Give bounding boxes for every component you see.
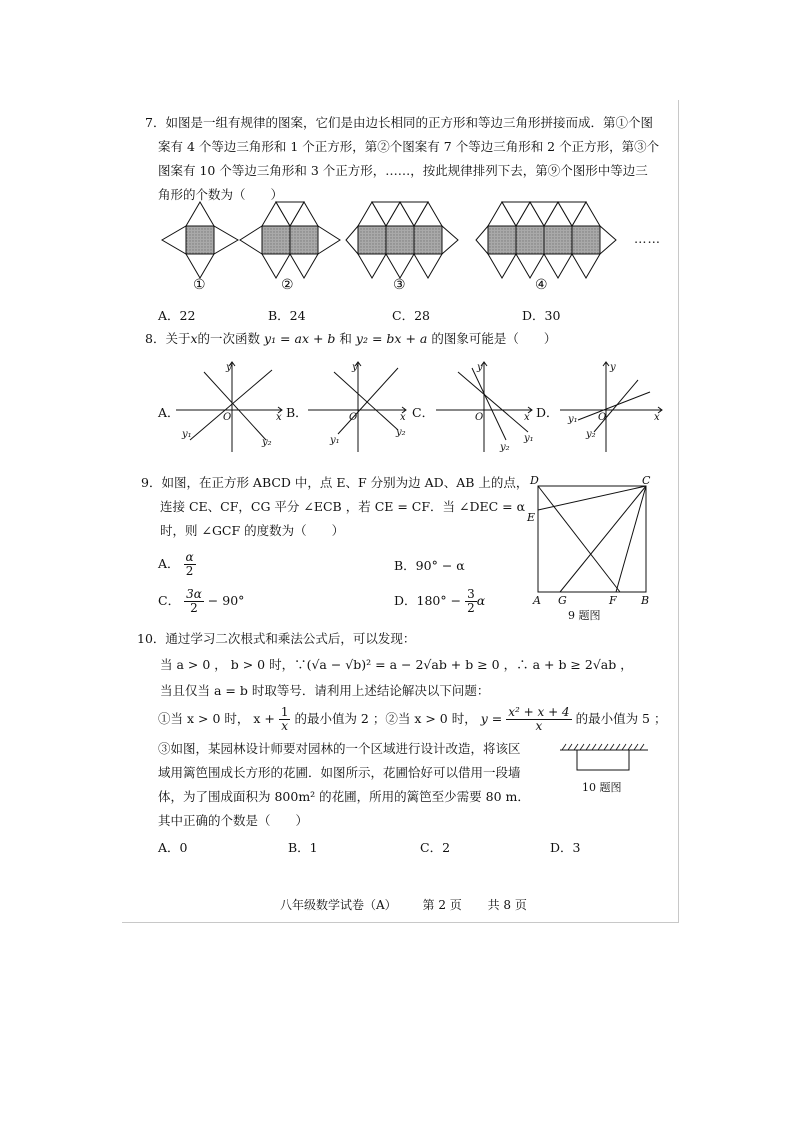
q9-option-c[interactable]: C． $\frac{3\alpha}{2}$ − 90°: [158, 587, 245, 615]
q10-line8: 其中正确的个数是（ ）: [158, 813, 309, 828]
q10-line2: 当 a > 0 ， b > 0 时，∵(√a − √b)² = a − 2√ab + b ≥ 0 ，∴ a + b ≥ 2√ab ，: [160, 657, 633, 672]
graph-b-origin: O: [349, 412, 358, 423]
pt-c: C: [642, 474, 651, 487]
q10-option-d[interactable]: D．3: [550, 840, 581, 855]
graph-a-y1: y₁: [182, 429, 192, 440]
q7-line4: 角形的个数为（ ）: [158, 187, 284, 202]
pt-e: E: [527, 511, 536, 524]
graph-a-x: x: [276, 412, 282, 423]
q10-line5: ③如图，某园林设计师要对园林的一个区域进行设计改造，将该区: [158, 741, 521, 756]
graph-d-x: x: [654, 412, 660, 423]
graph-b-x: x: [400, 412, 406, 423]
q9-line2: 连接 CE、CF，CG 平分 ∠ECB ，若 CE = CF．当 ∠DEC = α: [160, 499, 526, 514]
pt-d: D: [530, 474, 539, 487]
q8-option-d[interactable]: D．: [536, 405, 559, 420]
q9-option-a[interactable]: A． $\frac{\alpha}{2}$: [158, 550, 194, 578]
graph-d-origin: O: [598, 412, 607, 423]
q7-option-b[interactable]: B．24: [268, 308, 306, 323]
q10-line1: 10．通过学习二次根式和乘法公式后，可以发现：: [137, 631, 416, 646]
q10-caption: 10 题图: [582, 781, 622, 794]
q10-line6: 域用篱笆围成长方形的花圃．如图所示，花圃恰好可以借用一段墙: [158, 765, 521, 780]
fig-label-4: ④: [535, 277, 548, 293]
pt-a: A: [533, 594, 541, 607]
q8-stem: 8．关于x的一次函数 y₁ = ax + b 和 y₂ = bx + a 的图象可能是（ ）: [145, 331, 557, 346]
q10-option-b[interactable]: B．1: [288, 840, 318, 855]
q10-line7: 体，为了围成面积为 800m² 的花圃，所用的篱笆至少需要 80 m．: [158, 789, 530, 804]
footer-total: 共 8 页: [487, 898, 527, 912]
fig-label-1: ①: [193, 277, 206, 293]
q8-option-b[interactable]: B．: [286, 405, 308, 420]
q7-line3: 图案有 10 个等边三角形和 3 个正方形，……，按此规律排列下去，第⑨个图形中等边三: [158, 163, 648, 178]
q10-line3: 当且仅当 a = b 时取等号．请利用上述结论解决以下问题：: [160, 683, 490, 698]
graph-c-origin: O: [475, 412, 484, 423]
q7-option-c[interactable]: C．28: [392, 308, 430, 323]
q7-option-d[interactable]: D．30: [522, 308, 561, 323]
q9-option-b[interactable]: B．90° − α: [394, 558, 465, 573]
q9-line1: 9．如图，在正方形 ABCD 中，点 E、F 分别为边 AD、AB 上的点，: [141, 475, 529, 490]
q10-statements: ①当 x > 0 时， x + $\frac{1}{x}$ 的最小值为 2 ；②当 x > 0 时， y = $\frac{\text{x² + x + 4}}{x}$ 的最小值为 5 ；: [158, 705, 667, 733]
q7-option-a[interactable]: A．22: [158, 308, 196, 323]
pt-b: B: [641, 594, 650, 607]
q10-option-c[interactable]: C．2: [420, 840, 451, 855]
pt-f: F: [609, 594, 617, 607]
q7-line1: 7．如图是一组有规律的图案，它们是由边长相同的正方形和等边三角形拼接而成．第①个图: [145, 115, 653, 130]
graph-b-y1: y₁: [330, 435, 340, 446]
graph-c-y2: y₂: [500, 442, 510, 453]
footer-title: 八年级数学试卷（A）: [280, 898, 397, 912]
graph-a-origin: O: [223, 412, 232, 423]
pt-g: G: [558, 594, 567, 607]
q7-line2: 案有 4 个等边三角形和 1 个正方形，第②个图案有 7 个等边三角形和 2 个正方形，第③个: [158, 139, 660, 154]
graph-b-y: y: [352, 362, 358, 373]
fig-label-2: ②: [281, 277, 294, 293]
graph-a-y2: y₂: [262, 437, 272, 448]
footer-page: 第 2 页: [422, 898, 462, 912]
q8-option-c[interactable]: C．: [412, 405, 435, 420]
q9-caption: 9 题图: [568, 609, 601, 622]
graph-c-y1: y₁: [524, 433, 534, 444]
graph-d-y2: y₂: [586, 429, 596, 440]
q7-ellipsis: ……: [634, 231, 661, 246]
graph-b-y2: y₂: [396, 427, 406, 438]
q10-option-a[interactable]: A．0: [158, 840, 188, 855]
q8-option-a[interactable]: A．: [158, 405, 180, 420]
q9-option-d[interactable]: D．180° − $\frac{3}{2}$ α: [394, 587, 486, 615]
graph-c-x: x: [524, 412, 530, 423]
fig-label-3: ③: [393, 277, 406, 293]
graph-a-y: y: [226, 362, 232, 373]
q9-line3: 时，则 ∠GCF 的度数为（ ）: [160, 523, 345, 538]
page-footer: [280, 896, 549, 913]
graph-d-y1: y₁: [568, 414, 578, 425]
graph-c-y: y: [477, 362, 483, 373]
graph-d-y: y: [610, 362, 616, 373]
